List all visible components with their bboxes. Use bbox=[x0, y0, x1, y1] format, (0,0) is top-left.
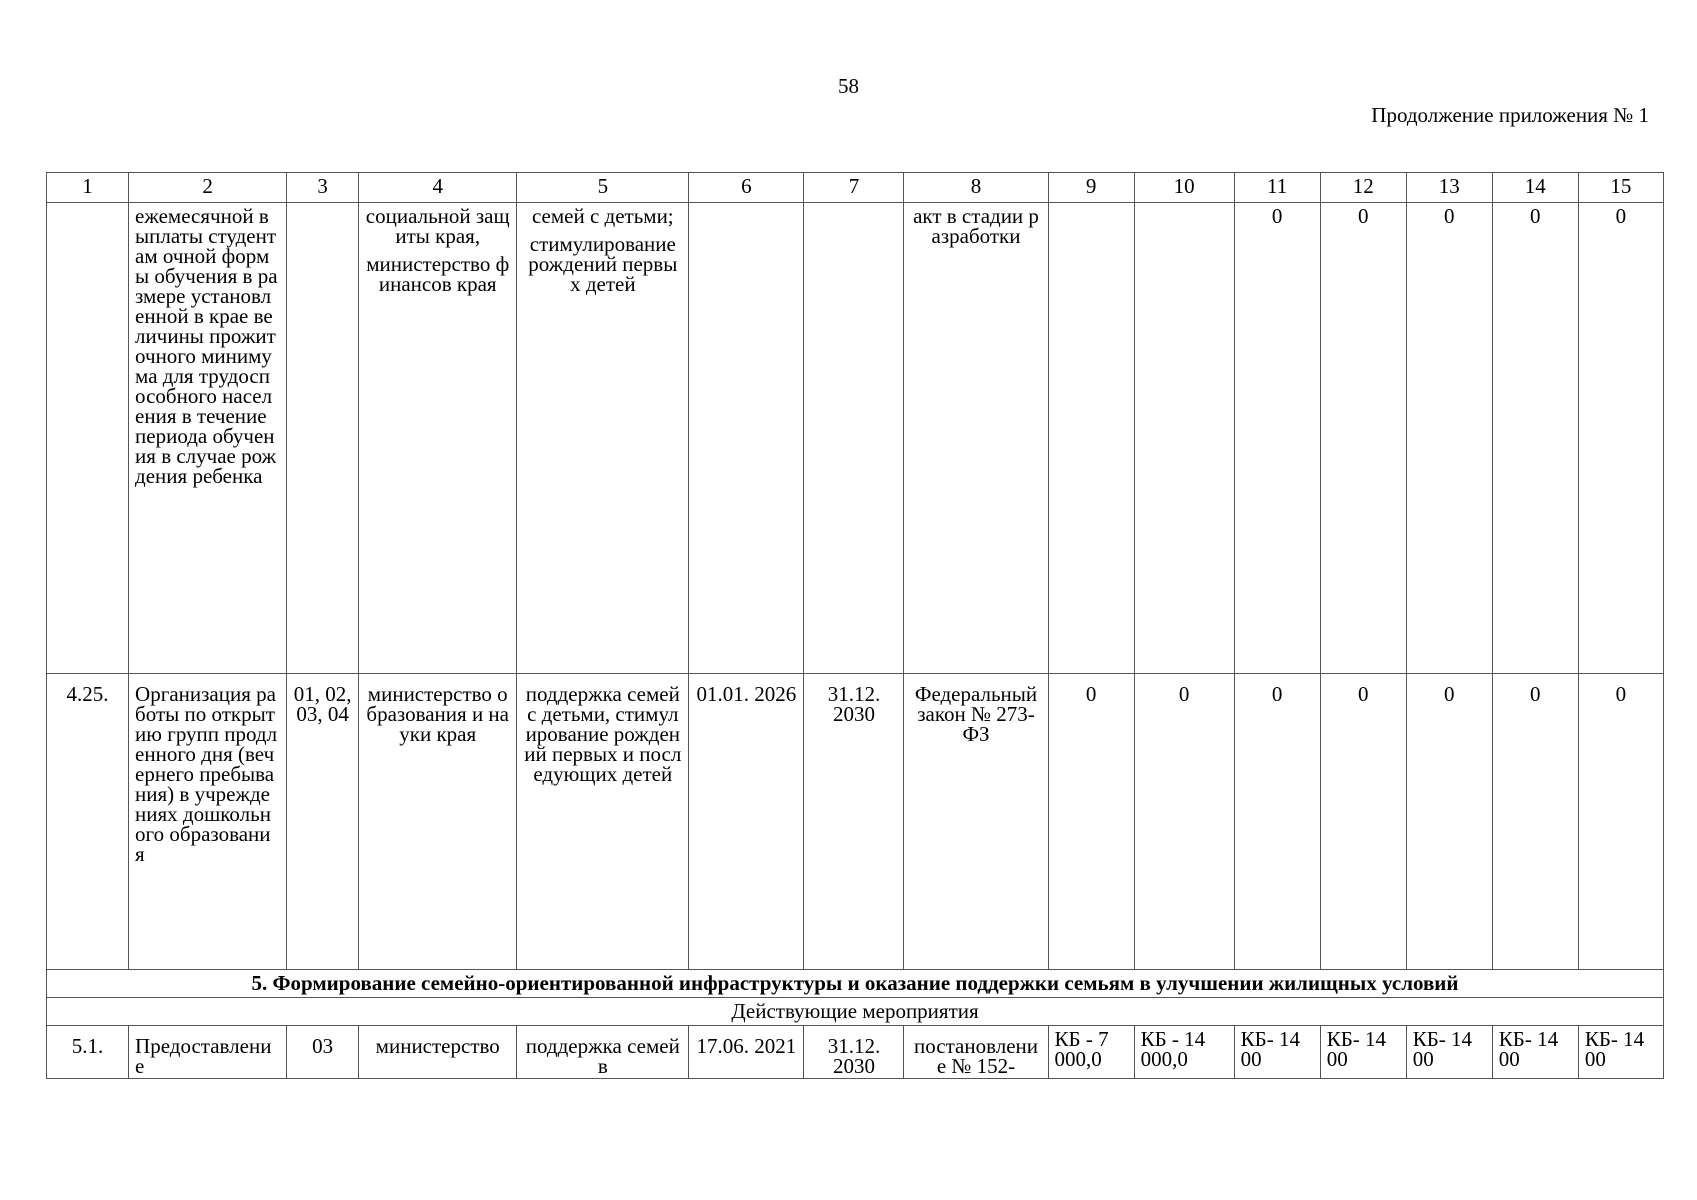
column-number: 8 bbox=[904, 173, 1048, 203]
column-number: 6 bbox=[689, 173, 804, 203]
cell-end-date bbox=[804, 203, 904, 674]
cell-funding: 0 bbox=[1320, 203, 1406, 674]
cell-measure-name: Предоставление bbox=[129, 1026, 287, 1079]
cell-start-date: 17.06. 2021 bbox=[689, 1026, 804, 1079]
column-number: 13 bbox=[1406, 173, 1492, 203]
cell-measure-name: ежемесячной выплаты студентам очной формы обучения в размере установленной в крае величины прожиточного минимума для трудоспособного населения в течение периода обучения в случае рождения ребенка bbox=[129, 203, 287, 674]
cell-goal: поддержка семей в bbox=[517, 1026, 689, 1079]
cell-funding: 0 bbox=[1406, 203, 1492, 674]
goal-line: стимулирование рождений первых детей bbox=[528, 232, 678, 296]
cell-funding: 0 bbox=[1048, 674, 1134, 970]
column-number: 4 bbox=[359, 173, 517, 203]
cell-funding: 0 bbox=[1320, 674, 1406, 970]
cell-funding: 0 bbox=[1578, 674, 1663, 970]
cell-code: 01, 02, 03, 04 bbox=[287, 674, 359, 970]
cell-number: 5.1. bbox=[47, 1026, 129, 1079]
cell-funding: КБ- 14 00 bbox=[1234, 1026, 1320, 1079]
cell-funding: КБ - 7 000,0 bbox=[1048, 1026, 1134, 1079]
responsible-line: министерство финансов края bbox=[366, 252, 510, 296]
responsible-line: социальной защиты края, bbox=[365, 204, 510, 248]
cell-legal-act: акт в стадии разработки bbox=[904, 203, 1048, 674]
cell-funding: 0 bbox=[1406, 674, 1492, 970]
column-number: 10 bbox=[1134, 173, 1234, 203]
cell-funding: 0 bbox=[1134, 674, 1234, 970]
cell-funding: 0 bbox=[1234, 674, 1320, 970]
table-row-4-25 bbox=[47, 674, 1664, 970]
page-number: 58 bbox=[838, 74, 859, 98]
column-number: 3 bbox=[287, 173, 359, 203]
continuation-label: Продолжение приложения № 1 bbox=[1371, 103, 1649, 127]
cell-code bbox=[287, 203, 359, 674]
cell-goal: поддержка семей с детьми, стимулирование рождений первых и последующих детей bbox=[517, 674, 689, 970]
column-number: 5 bbox=[517, 173, 689, 203]
section-heading-row bbox=[47, 970, 1664, 998]
section-title: 5. Формирование семейно-ориентированной инфраструктуры и оказание поддержки семьям в улучшении жилищных условий bbox=[47, 970, 1664, 998]
table-row-continued bbox=[47, 203, 1664, 674]
cell-start-date bbox=[689, 203, 804, 674]
cell-funding: 0 bbox=[1578, 203, 1663, 674]
cell-code: 03 bbox=[287, 1026, 359, 1079]
column-number: 14 bbox=[1492, 173, 1578, 203]
cell-measure-name: Организация работы по открытию групп продленного дня (вечернего пребывания) в учреждениях дошкольного образования bbox=[129, 674, 287, 970]
table-row-5-1 bbox=[47, 1026, 1664, 1079]
column-number: 7 bbox=[804, 173, 904, 203]
column-number: 9 bbox=[1048, 173, 1134, 203]
cell-funding: КБ - 14 000,0 bbox=[1134, 1026, 1234, 1079]
goal-line: семей с детьми; bbox=[531, 204, 674, 228]
cell-funding: 0 bbox=[1234, 203, 1320, 674]
measures-table bbox=[46, 172, 1664, 1079]
subsection-title: Действующие мероприятия bbox=[47, 998, 1664, 1026]
column-number: 2 bbox=[129, 173, 287, 203]
cell-funding: КБ- 14 00 bbox=[1578, 1026, 1663, 1079]
cell-responsible: министерство образования и науки края bbox=[359, 674, 517, 970]
cell-start-date: 01.01. 2026 bbox=[689, 674, 804, 970]
cell-number bbox=[47, 203, 129, 674]
column-number-row bbox=[47, 173, 1664, 203]
column-number: 11 bbox=[1234, 173, 1320, 203]
cell-funding: 0 bbox=[1492, 674, 1578, 970]
cell-funding bbox=[1134, 203, 1234, 674]
subsection-heading-row bbox=[47, 998, 1664, 1026]
cell-funding: КБ- 14 00 bbox=[1406, 1026, 1492, 1079]
cell-funding: КБ- 14 00 bbox=[1320, 1026, 1406, 1079]
column-number: 12 bbox=[1320, 173, 1406, 203]
cell-number: 4.25. bbox=[47, 674, 129, 970]
cell-legal-act: Федеральный закон № 273-ФЗ bbox=[904, 674, 1048, 970]
cell-responsible: министерство bbox=[359, 1026, 517, 1079]
cell-end-date: 31.12. 2030 bbox=[804, 1026, 904, 1079]
cell-goal bbox=[517, 203, 689, 674]
column-number: 15 bbox=[1578, 173, 1663, 203]
cell-funding: КБ- 14 00 bbox=[1492, 1026, 1578, 1079]
cell-legal-act: постановление № 152- bbox=[904, 1026, 1048, 1079]
column-number: 1 bbox=[47, 173, 129, 203]
cell-funding: 0 bbox=[1492, 203, 1578, 674]
cell-end-date: 31.12. 2030 bbox=[804, 674, 904, 970]
cell-responsible bbox=[359, 203, 517, 674]
cell-funding bbox=[1048, 203, 1134, 674]
